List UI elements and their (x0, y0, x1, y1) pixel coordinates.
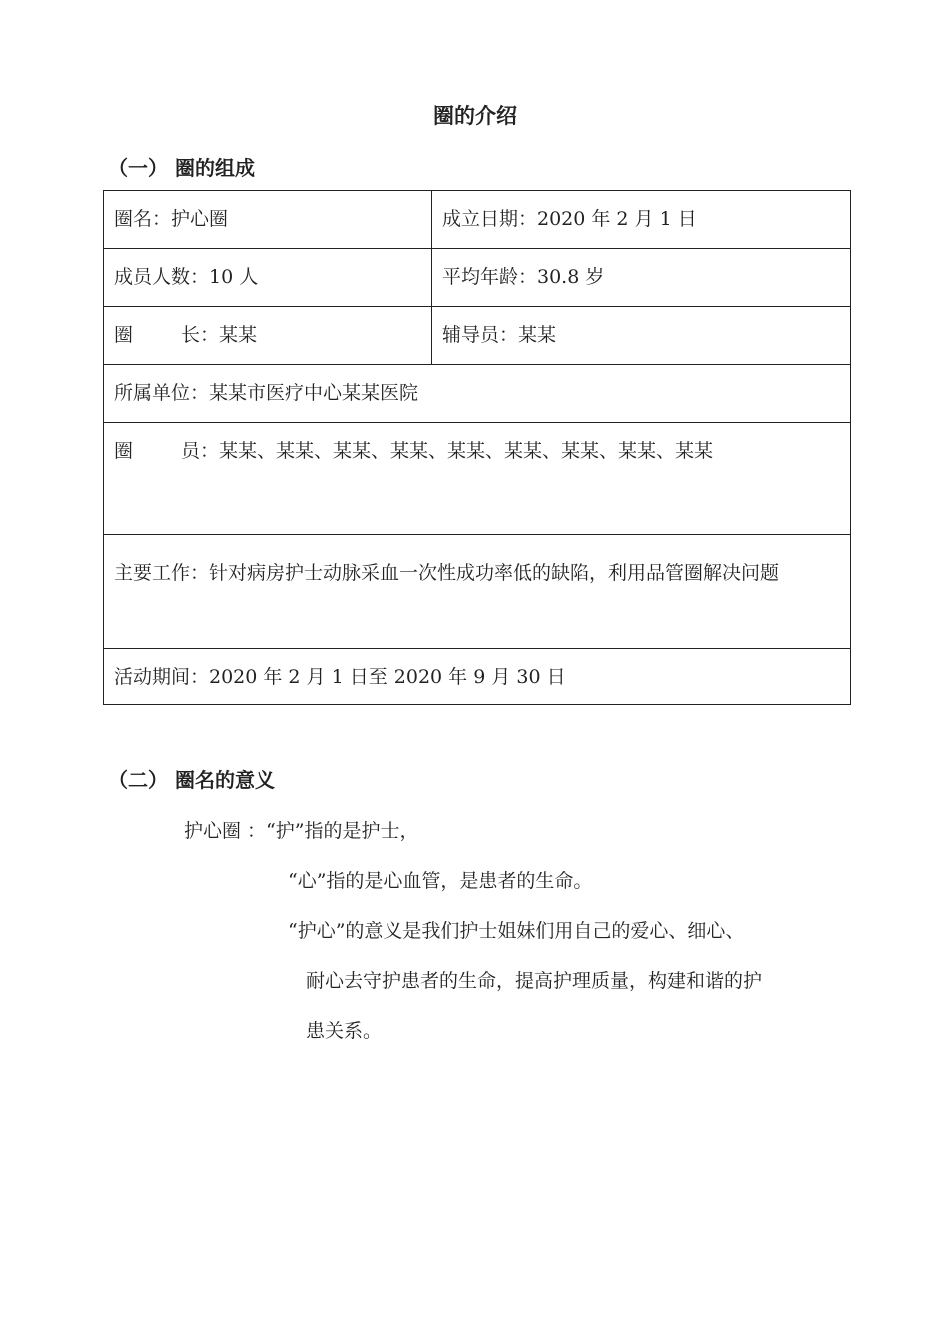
section-heading-meaning: （二） 圈名的意义 (108, 768, 275, 792)
meaning-line: 患关系。 (306, 1020, 383, 1042)
main-work-label: 主要工作： (114, 562, 210, 584)
table-row (104, 249, 851, 307)
members-cell (104, 423, 851, 535)
table-row (104, 191, 851, 249)
section-heading-composition: （一） 圈的组成 (108, 156, 255, 180)
table-row (104, 307, 851, 365)
leader-value: 长：某某 (181, 324, 258, 346)
members-value: 员：某某、某某、某某、某某、某某、某某、某某、某某、某某 (181, 440, 714, 462)
meaning-line: “心”指的是心血管，是患者的生命。 (288, 870, 593, 892)
circle-info-table (103, 190, 851, 705)
circle-name-cell: 圈名：护心圈 (104, 191, 432, 249)
meaning-line: 耐心去守护患者的生命，提高护理质量，构建和谐的护 (306, 970, 763, 992)
table-row (104, 535, 851, 649)
unit-cell: 所属单位：某某市医疗中心某某医院 (104, 365, 851, 423)
member-count-cell: 成员人数：10 人 (104, 249, 432, 307)
meaning-line: 护心圈 ：“护”指的是护士， (184, 820, 419, 842)
meaning-line: “护心”的意义是我们护士姐妹们用自己的爱心、细心、 (288, 920, 745, 942)
founded-date-cell: 成立日期：2020 年 2 月 1 日 (432, 191, 851, 249)
table-row (104, 423, 851, 535)
leader-label: 圈 (114, 324, 134, 346)
average-age-cell: 平均年龄：30.8 岁 (432, 249, 851, 307)
main-work-cell (104, 535, 851, 649)
members-label: 圈 (114, 440, 134, 462)
main-work-value: 针对病房护士动脉采血一次性成功率低的缺陷，利用品管圈解决问题 (209, 562, 780, 584)
table-row (104, 649, 851, 705)
document-title: 圈的介绍 (433, 104, 517, 128)
advisor-cell: 辅导员：某某 (432, 307, 851, 365)
table-row (104, 365, 851, 423)
activity-period-cell: 活动期间：2020 年 2 月 1 日至 2020 年 9 月 30 日 (104, 649, 851, 705)
leader-cell (104, 307, 432, 365)
